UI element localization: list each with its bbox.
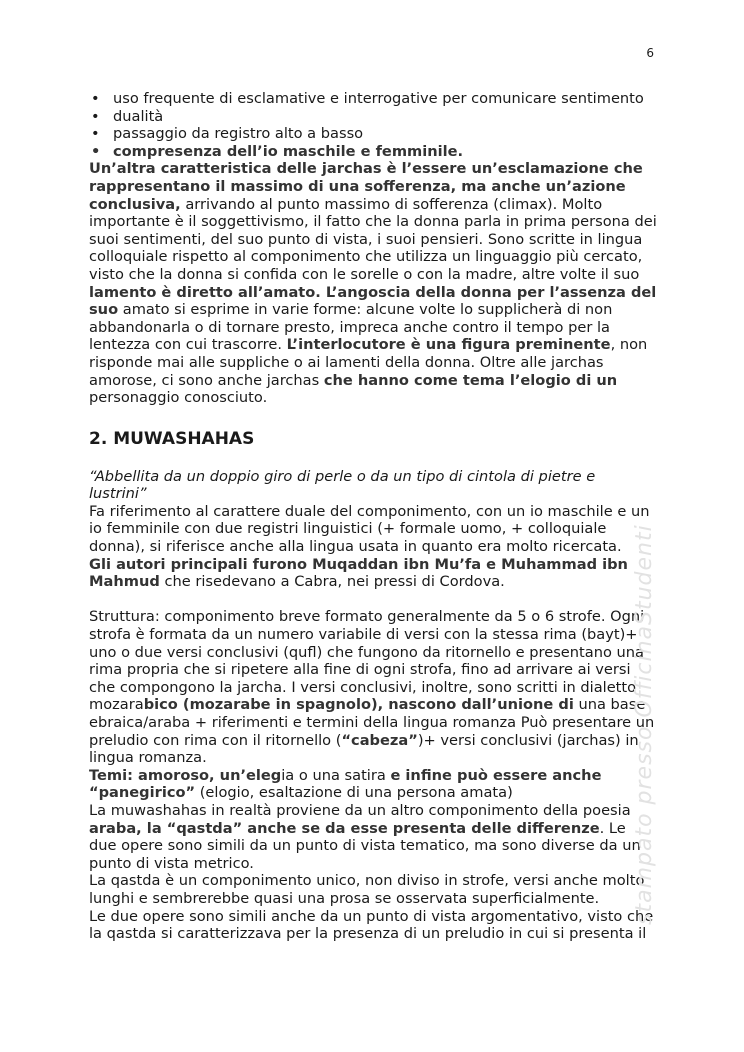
body-text: amato si esprime in varie forme: alcune volte lo supplicherà di non abbandonarla o di tornare presto, impreca anche contro il tempo per la lentezza con cui trascorre.	[89, 301, 613, 354]
highlighted-text: araba, la “qastda” anche se da esse presenta delle differenze	[89, 819, 600, 837]
body-text: Struttura: componimento breve formato generalmente da 5 o 6 strofe. Ogni strofa è formata da un numero variabile di versi con la stessa rima (bayt)+ uno o due versi conclusivi (qufl) che fungono da ritornello e presentano una rima propria che si ripetere alla fine di ogni strofa, fino ad arrivare ai versi che compongono la jarcha. I versi conclusivi, inoltre, sono scritti in dialetto mozara	[89, 608, 645, 714]
body-text: . Le due opere sono simili da un punto di vista tematico, ma sono diverse da un punto di vista metrico.	[89, 819, 641, 872]
highlighted-text: che hanno come tema l’elogio di un	[323, 371, 618, 389]
list-item: • passaggio da registro alto a basso	[89, 125, 657, 143]
highlighted-text: Temi: amoroso, un’eleg	[89, 766, 282, 784]
highlighted-text: “cabeza”	[341, 731, 418, 749]
feature-list	[89, 90, 657, 160]
body-text: personaggio conosciuto.	[89, 389, 268, 407]
highlighted-text: bico (mozarabe in spagnolo), nascono dall’unione di	[143, 696, 574, 714]
section-heading: 2. MUWASHAHAS	[89, 428, 255, 449]
document-body	[89, 90, 657, 943]
page-number: 6	[646, 46, 654, 60]
paragraph-authors	[89, 556, 657, 591]
paragraph-dual-character: Fa riferimento al carattere duale del componimento, con un io maschile e un io femminile con due registri linguistici (+ formale uomo, + colloquiale donna), si riferisce anche alla lingua usata in quanto era molto ricercata.	[89, 502, 650, 556]
body-text: ia o una satira	[281, 766, 391, 784]
highlighted-text: L’interlocutore è una figura preminente	[286, 336, 611, 354]
watermark: stampato presso OfficinaStudenti	[632, 524, 657, 925]
list-item: • dualità	[89, 108, 657, 126]
list-item: • uso frequente di esclamative e interrogative per comunicare sentimento	[89, 90, 657, 108]
highlighted-text: Un’altra caratteristica delle jarchas è l’essere un’esclamazione che rappresentano il massimo di una sofferenza, ma anche un’azione conclusiva,	[89, 160, 643, 213]
highlighted-text: e infine può essere anche “panegirico”	[89, 766, 602, 802]
body-text: La muwashahas in realtà proviene da un altro componimento della poesia	[89, 801, 631, 819]
paragraph-jarchas	[89, 160, 657, 406]
paragraph-structure	[89, 608, 657, 766]
highlighted-text: Gli autori principali furono Muqaddan ibn Mu’fa e Muhammad ibn Mahmud	[89, 555, 628, 591]
body-text: una base ebraica/araba + riferimenti e termini della lingua romanza Può presentare un preludio con rima con il ritornello (	[89, 696, 655, 749]
body-text: )+ versi conclusivi (jarchas) in lingua romanza.	[89, 731, 639, 767]
highlighted-text: lamento è diretto all’amato. L’angoscia della donna per l’assenza del suo	[89, 283, 657, 319]
paragraph-qastda: La qastda è un componimento unico, non diviso in strofe, versi anche molto lunghi e sembrerebbe quasi una prosa se osservata superficialmente.	[89, 872, 645, 907]
body-text: , non risponde mai alle suppliche o ai lamenti della donna. Oltre alle jarchas amorose, ci sono anche jarchas	[89, 336, 648, 389]
list-item: • compresenza dell’io maschile e femminile.	[89, 143, 657, 161]
paragraph-spacer	[89, 591, 657, 609]
body-text: (elogio, esaltazione di una persona amata)	[195, 784, 513, 802]
epigraph-quote: “Abbellita da un doppio giro di perle o da un tipo di cintola di pietre e lustrini”	[89, 467, 596, 503]
paragraph-themes	[89, 767, 657, 802]
body-text: arrivando al punto massimo di sofferenza (climax). Molto importante è il soggettivismo, il fatto che la donna parla in prima persona dei suoi sentimenti, del suo punto di vista, i suoi pensieri. Sono scritte in lingua colloquiale rispetto al componimento che utilizza un linguaggio più cercato, visto che la donna si confida con le sorelle o con la madre, altre volte il suo	[89, 195, 657, 283]
body-text: che risedevano a Cabra, nei pressi di Cordova.	[159, 573, 505, 591]
paragraph-origin	[89, 802, 657, 872]
paragraph-comparison: Le due opere sono simili anche da un punto di vista argomentativo, visto che la qastda si caratterizzava per la presenza di un preludio in cui si presenta il	[89, 907, 654, 943]
